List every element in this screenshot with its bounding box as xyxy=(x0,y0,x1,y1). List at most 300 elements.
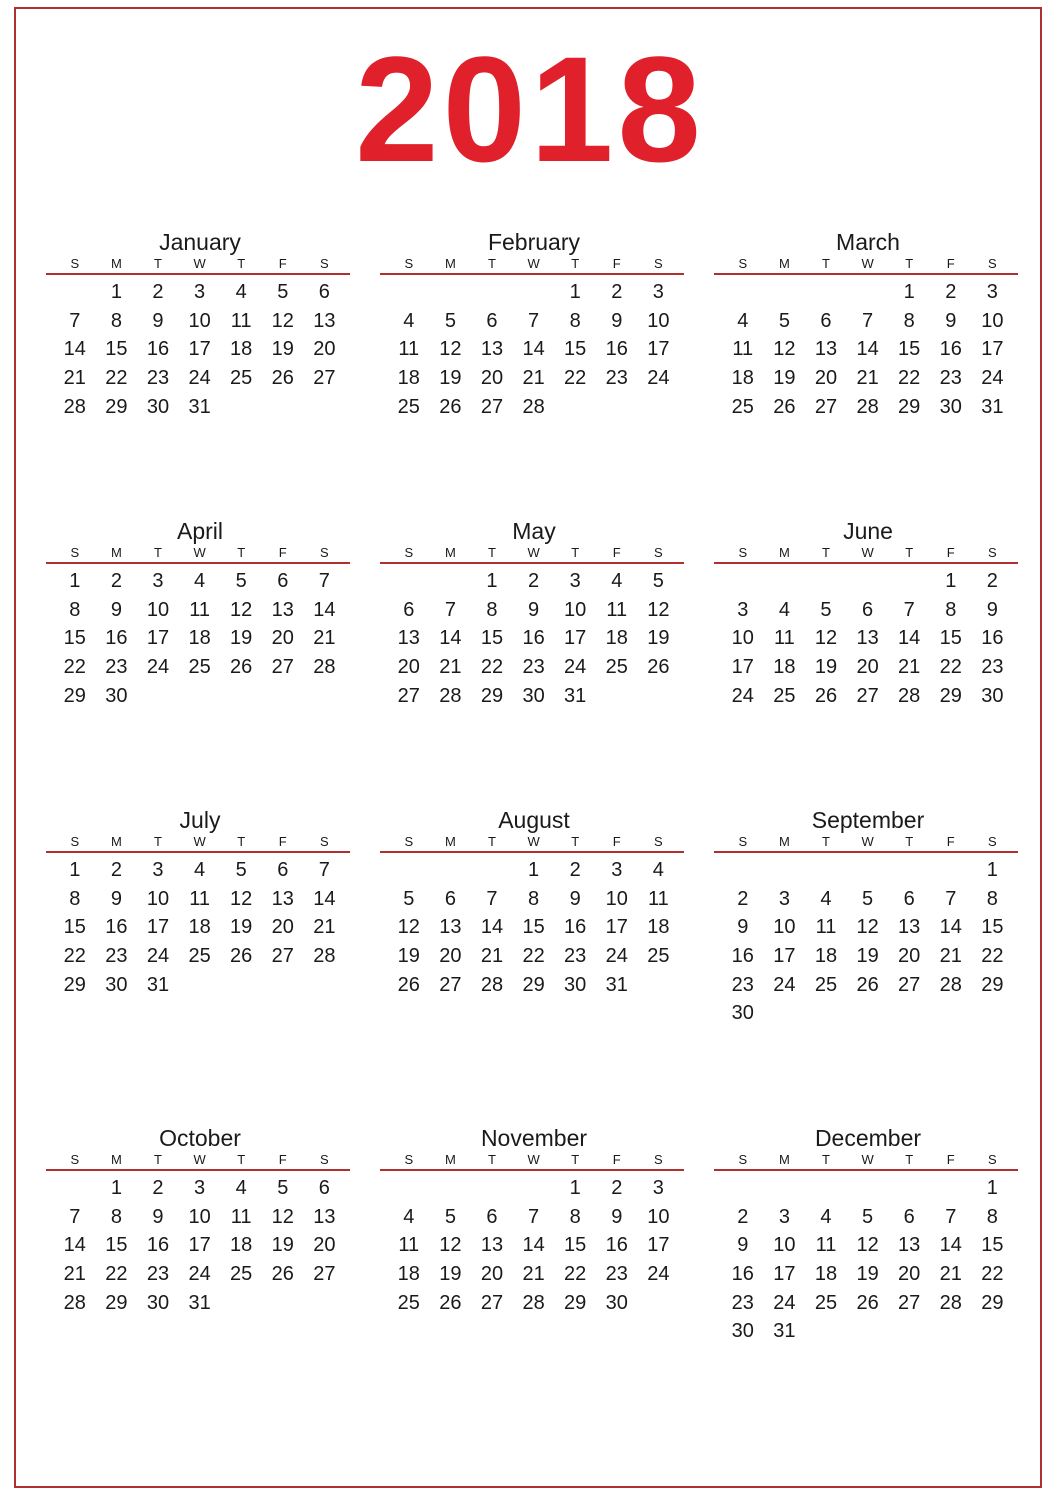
day-cell: 17 xyxy=(731,656,754,679)
day-cell: 13 xyxy=(898,916,921,939)
day-cell: 12 xyxy=(647,598,670,621)
month-march xyxy=(714,229,1018,421)
day-cell: 26 xyxy=(773,395,796,418)
day-cell: 20 xyxy=(480,1263,504,1286)
month-name: November xyxy=(480,1125,588,1151)
weekday-label: F xyxy=(612,1152,621,1167)
empty-cell xyxy=(722,278,764,307)
month-may xyxy=(380,518,684,710)
weekday-label: W xyxy=(193,1152,206,1167)
days-grid xyxy=(714,278,1018,421)
day-cell: 28 xyxy=(439,684,462,707)
day-cell: 19 xyxy=(230,627,253,650)
day-cell: 8 xyxy=(528,887,540,910)
empty-cell xyxy=(513,278,555,307)
day-cell: 8 xyxy=(945,598,957,621)
day-cell: 1 xyxy=(986,859,998,881)
day-cell: 21 xyxy=(856,367,879,390)
weekday-label: S xyxy=(988,834,997,849)
day-cell: 4 xyxy=(820,1205,832,1228)
empty-cell xyxy=(430,856,472,885)
day-cell: 2 xyxy=(737,1205,749,1228)
empty-cell xyxy=(388,856,430,885)
day-cell: 1 xyxy=(945,570,957,592)
day-cell: 30 xyxy=(105,973,128,996)
day-cell: 2 xyxy=(152,1177,164,1199)
day-cell: 4 xyxy=(611,570,623,592)
day-cell: 8 xyxy=(903,309,915,332)
empty-cell xyxy=(388,278,430,307)
weekday-label: S xyxy=(738,1152,748,1167)
day-cell: 15 xyxy=(63,916,86,939)
day-cell: 12 xyxy=(773,338,796,361)
day-cell: 19 xyxy=(230,916,253,939)
day-cell: 26 xyxy=(230,656,253,679)
day-cell: 19 xyxy=(856,945,879,968)
day-cell: 16 xyxy=(146,1234,170,1257)
day-cell: 12 xyxy=(271,309,294,332)
day-cell: 13 xyxy=(313,309,336,332)
day-cell: 29 xyxy=(981,1291,1004,1314)
day-cell: 29 xyxy=(939,684,962,707)
day-cell: 3 xyxy=(611,859,623,881)
weekday-label: T xyxy=(488,256,496,271)
day-cell: 24 xyxy=(564,656,587,679)
day-cell: 29 xyxy=(105,1291,128,1314)
day-cell: 3 xyxy=(152,570,164,592)
day-cell: 5 xyxy=(235,570,247,592)
day-cell: 23 xyxy=(731,973,754,996)
day-cell: 3 xyxy=(194,281,206,303)
day-cell: 7 xyxy=(528,1205,540,1228)
day-cell: 29 xyxy=(898,395,921,418)
empty-cell xyxy=(471,856,513,885)
day-cell: 6 xyxy=(486,309,498,332)
day-cell: 12 xyxy=(271,1205,294,1228)
day-cell: 14 xyxy=(313,887,336,910)
day-cell: 1 xyxy=(110,1177,122,1199)
days-grid xyxy=(714,1174,1018,1346)
day-cell: 15 xyxy=(981,916,1004,939)
day-cell: 6 xyxy=(903,1205,915,1228)
day-cell: 19 xyxy=(773,367,796,390)
weekday-label: T xyxy=(905,834,914,849)
weekday-label: M xyxy=(444,256,456,271)
day-cell: 19 xyxy=(271,1234,294,1257)
day-cell: 24 xyxy=(647,367,670,390)
weekday-header xyxy=(714,544,1018,564)
empty-cell xyxy=(722,1174,764,1203)
day-cell: 20 xyxy=(271,627,294,650)
day-cell: 22 xyxy=(63,945,86,968)
day-cell: 21 xyxy=(522,367,545,390)
weekday-label: F xyxy=(946,834,955,849)
empty-cell xyxy=(847,1174,889,1203)
day-cell: 16 xyxy=(981,627,1004,650)
day-cell: 22 xyxy=(981,945,1004,968)
day-cell: 25 xyxy=(814,973,838,996)
day-cell: 4 xyxy=(194,570,206,592)
weekday-label: S xyxy=(70,256,80,271)
day-cell: 10 xyxy=(564,598,587,621)
day-cell: 25 xyxy=(647,945,670,968)
day-cell: 1 xyxy=(69,570,81,592)
day-cell: 23 xyxy=(105,945,128,968)
day-cell: 12 xyxy=(856,916,879,939)
empty-cell xyxy=(805,567,847,596)
day-cell: 30 xyxy=(731,1002,754,1025)
day-cell: 9 xyxy=(152,1205,164,1228)
day-cell: 12 xyxy=(230,598,253,621)
day-cell: 17 xyxy=(773,945,796,968)
empty-cell xyxy=(430,567,472,596)
day-cell: 10 xyxy=(605,887,628,910)
day-cell: 28 xyxy=(856,395,879,418)
weekday-label: S xyxy=(654,256,663,271)
day-cell: 13 xyxy=(439,916,462,939)
day-cell: 3 xyxy=(737,598,749,621)
day-cell: 2 xyxy=(611,1177,623,1199)
day-cell: 8 xyxy=(110,1205,122,1228)
day-cell: 7 xyxy=(903,598,915,621)
day-cell: 29 xyxy=(63,973,86,996)
day-cell: 9 xyxy=(986,598,998,621)
empty-cell xyxy=(764,567,806,596)
day-cell: 15 xyxy=(480,627,504,650)
empty-cell xyxy=(847,567,889,596)
day-cell: 18 xyxy=(397,1263,420,1286)
day-cell: 22 xyxy=(939,656,962,679)
day-cell: 21 xyxy=(480,945,504,968)
day-cell: 10 xyxy=(146,887,170,910)
day-cell: 21 xyxy=(522,1263,545,1286)
weekday-label: M xyxy=(110,834,122,849)
day-cell: 16 xyxy=(105,916,128,939)
weekday-header xyxy=(46,833,350,853)
day-cell: 31 xyxy=(564,684,587,707)
empty-cell xyxy=(805,1174,847,1203)
weekday-label: M xyxy=(444,1152,456,1167)
day-cell: 26 xyxy=(230,945,253,968)
weekday-label: F xyxy=(946,1152,955,1167)
day-cell: 24 xyxy=(188,1263,211,1286)
weekday-label: W xyxy=(193,545,206,560)
weekday-label: T xyxy=(822,1152,830,1167)
weekday-label: M xyxy=(110,256,122,271)
day-cell: 15 xyxy=(105,1234,128,1257)
day-cell: 9 xyxy=(569,887,581,910)
day-cell: 16 xyxy=(146,338,170,361)
day-cell: 5 xyxy=(862,1205,874,1228)
day-cell: 11 xyxy=(230,1205,252,1228)
day-cell: 12 xyxy=(856,1234,879,1257)
weekday-label: S xyxy=(738,834,748,849)
day-cell: 14 xyxy=(522,338,545,361)
day-cell: 19 xyxy=(856,1263,879,1286)
weekday-label: T xyxy=(154,1152,162,1167)
day-cell: 3 xyxy=(778,1205,790,1228)
day-cell: 19 xyxy=(271,338,294,361)
day-cell: 5 xyxy=(235,859,247,881)
day-cell: 4 xyxy=(235,1177,247,1199)
empty-cell xyxy=(930,856,972,885)
empty-cell xyxy=(888,567,930,596)
weekday-label: M xyxy=(444,545,456,560)
month-april xyxy=(46,518,350,710)
day-cell: 29 xyxy=(63,684,86,707)
day-cell: 23 xyxy=(146,367,170,390)
day-cell: 24 xyxy=(605,945,628,968)
weekday-header xyxy=(714,255,1018,275)
empty-cell xyxy=(54,278,96,307)
empty-cell xyxy=(930,1174,972,1203)
day-cell: 31 xyxy=(188,1291,211,1314)
weekday-label: T xyxy=(488,834,496,849)
day-cell: 17 xyxy=(188,338,211,361)
day-cell: 18 xyxy=(605,627,628,650)
month-name: October xyxy=(159,1125,241,1151)
day-cell: 25 xyxy=(188,945,211,968)
day-cell: 26 xyxy=(271,367,294,390)
day-cell: 5 xyxy=(820,598,832,621)
day-cell: 3 xyxy=(569,570,581,592)
weekday-label: F xyxy=(612,834,621,849)
day-cell: 11 xyxy=(732,338,754,361)
day-cell: 27 xyxy=(271,656,294,679)
empty-cell xyxy=(430,278,472,307)
day-cell: 27 xyxy=(313,367,336,390)
month-name: September xyxy=(811,807,925,833)
days-grid xyxy=(380,1174,684,1317)
day-cell: 8 xyxy=(110,309,122,332)
month-name: January xyxy=(159,229,241,255)
weekday-label: S xyxy=(404,256,414,271)
weekday-label: W xyxy=(527,834,540,849)
weekday-label: S xyxy=(654,1152,663,1167)
weekday-label: S xyxy=(404,545,414,560)
day-cell: 9 xyxy=(611,1205,623,1228)
day-cell: 28 xyxy=(522,1291,545,1314)
day-cell: 13 xyxy=(856,627,879,650)
day-cell: 23 xyxy=(105,656,128,679)
day-cell: 22 xyxy=(105,1263,128,1286)
day-cell: 25 xyxy=(230,1263,253,1286)
day-cell: 23 xyxy=(605,1263,628,1286)
day-cell: 16 xyxy=(522,627,545,650)
weekday-label: W xyxy=(861,834,874,849)
day-cell: 10 xyxy=(773,1234,796,1257)
day-cell: 27 xyxy=(480,395,504,418)
day-cell: 29 xyxy=(105,395,128,418)
day-cell: 1 xyxy=(569,281,581,303)
day-cell: 3 xyxy=(194,1177,206,1199)
weekday-label: T xyxy=(905,545,914,560)
month-name: August xyxy=(498,807,570,833)
month-name: December xyxy=(814,1125,922,1151)
day-cell: 17 xyxy=(647,1234,670,1257)
weekday-label: S xyxy=(988,1152,997,1167)
day-cell: 5 xyxy=(862,887,874,910)
day-cell: 20 xyxy=(814,367,838,390)
day-cell: 13 xyxy=(480,338,504,361)
weekday-label: F xyxy=(278,1152,287,1167)
day-cell: 19 xyxy=(647,627,670,650)
day-cell: 6 xyxy=(903,887,915,910)
day-cell: 14 xyxy=(939,1234,962,1257)
day-cell: 15 xyxy=(981,1234,1004,1257)
day-cell: 7 xyxy=(69,309,81,332)
day-cell: 22 xyxy=(564,367,587,390)
day-cell: 25 xyxy=(230,367,253,390)
day-cell: 9 xyxy=(110,598,122,621)
day-cell: 2 xyxy=(569,859,581,881)
day-cell: 4 xyxy=(403,1205,415,1228)
day-cell: 7 xyxy=(318,570,330,592)
day-cell: 17 xyxy=(146,627,170,650)
day-cell: 24 xyxy=(647,1263,670,1286)
day-cell: 13 xyxy=(271,598,294,621)
month-july xyxy=(46,807,350,999)
day-cell: 19 xyxy=(439,367,462,390)
day-cell: 14 xyxy=(439,627,462,650)
month-february xyxy=(380,229,684,421)
day-cell: 24 xyxy=(146,945,170,968)
month-december xyxy=(714,1125,1018,1346)
weekday-header xyxy=(714,833,1018,853)
day-cell: 3 xyxy=(652,281,664,303)
day-cell: 20 xyxy=(439,945,462,968)
weekday-label: M xyxy=(110,1152,122,1167)
day-cell: 30 xyxy=(731,1320,754,1343)
weekday-header xyxy=(46,1151,350,1171)
day-cell: 18 xyxy=(814,1263,838,1286)
day-cell: 24 xyxy=(773,1291,796,1314)
day-cell: 8 xyxy=(486,598,498,621)
day-cell: 20 xyxy=(898,945,921,968)
empty-cell xyxy=(888,1174,930,1203)
days-grid xyxy=(46,1174,350,1317)
day-cell: 23 xyxy=(605,367,628,390)
weekday-label: T xyxy=(822,834,830,849)
day-cell: 5 xyxy=(277,1177,289,1199)
day-cell: 15 xyxy=(105,338,128,361)
weekday-label: F xyxy=(278,256,287,271)
day-cell: 1 xyxy=(569,1177,581,1199)
day-cell: 20 xyxy=(397,656,420,679)
day-cell: 29 xyxy=(480,684,504,707)
day-cell: 13 xyxy=(397,627,420,650)
day-cell: 3 xyxy=(778,887,790,910)
day-cell: 9 xyxy=(528,598,540,621)
day-cell: 14 xyxy=(856,338,879,361)
day-cell: 17 xyxy=(773,1263,796,1286)
day-cell: 25 xyxy=(188,656,211,679)
days-grid xyxy=(46,856,350,999)
day-cell: 8 xyxy=(569,1205,581,1228)
day-cell: 13 xyxy=(480,1234,504,1257)
day-cell: 4 xyxy=(737,309,749,332)
weekday-label: S xyxy=(320,1152,329,1167)
day-cell: 6 xyxy=(318,281,330,303)
day-cell: 2 xyxy=(611,281,623,303)
day-cell: 9 xyxy=(611,309,623,332)
weekday-label: M xyxy=(444,834,456,849)
empty-cell xyxy=(513,1174,555,1203)
day-cell: 27 xyxy=(856,684,879,707)
empty-cell xyxy=(764,278,806,307)
day-cell: 28 xyxy=(939,973,962,996)
day-cell: 22 xyxy=(898,367,921,390)
days-grid xyxy=(714,567,1018,710)
day-cell: 9 xyxy=(945,309,957,332)
day-cell: 26 xyxy=(271,1263,294,1286)
day-cell: 5 xyxy=(403,887,415,910)
weekday-label: S xyxy=(320,545,329,560)
weekday-label: S xyxy=(988,256,997,271)
weekday-label: T xyxy=(571,545,580,560)
weekday-label: S xyxy=(320,834,329,849)
day-cell: 27 xyxy=(271,945,294,968)
day-cell: 12 xyxy=(439,338,462,361)
day-cell: 11 xyxy=(815,1234,837,1257)
day-cell: 25 xyxy=(397,1291,420,1314)
month-january xyxy=(46,229,350,421)
day-cell: 27 xyxy=(814,395,838,418)
empty-cell xyxy=(847,278,889,307)
day-cell: 15 xyxy=(522,916,545,939)
weekday-label: M xyxy=(110,545,122,560)
day-cell: 6 xyxy=(486,1205,498,1228)
day-cell: 30 xyxy=(146,395,170,418)
days-grid xyxy=(380,567,684,710)
month-name: May xyxy=(512,518,556,544)
day-cell: 14 xyxy=(63,338,86,361)
day-cell: 16 xyxy=(731,1263,754,1286)
day-cell: 31 xyxy=(773,1320,796,1343)
day-cell: 29 xyxy=(522,973,545,996)
day-cell: 3 xyxy=(652,1177,664,1199)
day-cell: 4 xyxy=(820,887,832,910)
day-cell: 24 xyxy=(981,367,1004,390)
weekday-label: W xyxy=(193,834,206,849)
day-cell: 25 xyxy=(397,395,420,418)
day-cell: 4 xyxy=(778,598,790,621)
year-title: 2018 xyxy=(355,25,705,193)
day-cell: 31 xyxy=(981,395,1004,418)
day-cell: 21 xyxy=(313,627,336,650)
day-cell: 10 xyxy=(731,627,754,650)
weekday-header xyxy=(380,255,684,275)
weekday-label: T xyxy=(822,256,830,271)
day-cell: 10 xyxy=(188,1205,211,1228)
weekday-label: M xyxy=(778,1152,790,1167)
empty-cell xyxy=(430,1174,472,1203)
day-cell: 21 xyxy=(939,945,962,968)
day-cell: 7 xyxy=(945,887,957,910)
day-cell: 10 xyxy=(647,309,670,332)
weekday-label: F xyxy=(278,834,287,849)
day-cell: 24 xyxy=(188,367,211,390)
weekday-label: S xyxy=(654,545,663,560)
day-cell: 19 xyxy=(397,945,420,968)
day-cell: 23 xyxy=(731,1291,754,1314)
day-cell: 1 xyxy=(486,570,498,592)
day-cell: 7 xyxy=(486,887,498,910)
day-cell: 14 xyxy=(313,598,336,621)
day-cell: 25 xyxy=(605,656,628,679)
day-cell: 30 xyxy=(939,395,962,418)
day-cell: 29 xyxy=(564,1291,587,1314)
